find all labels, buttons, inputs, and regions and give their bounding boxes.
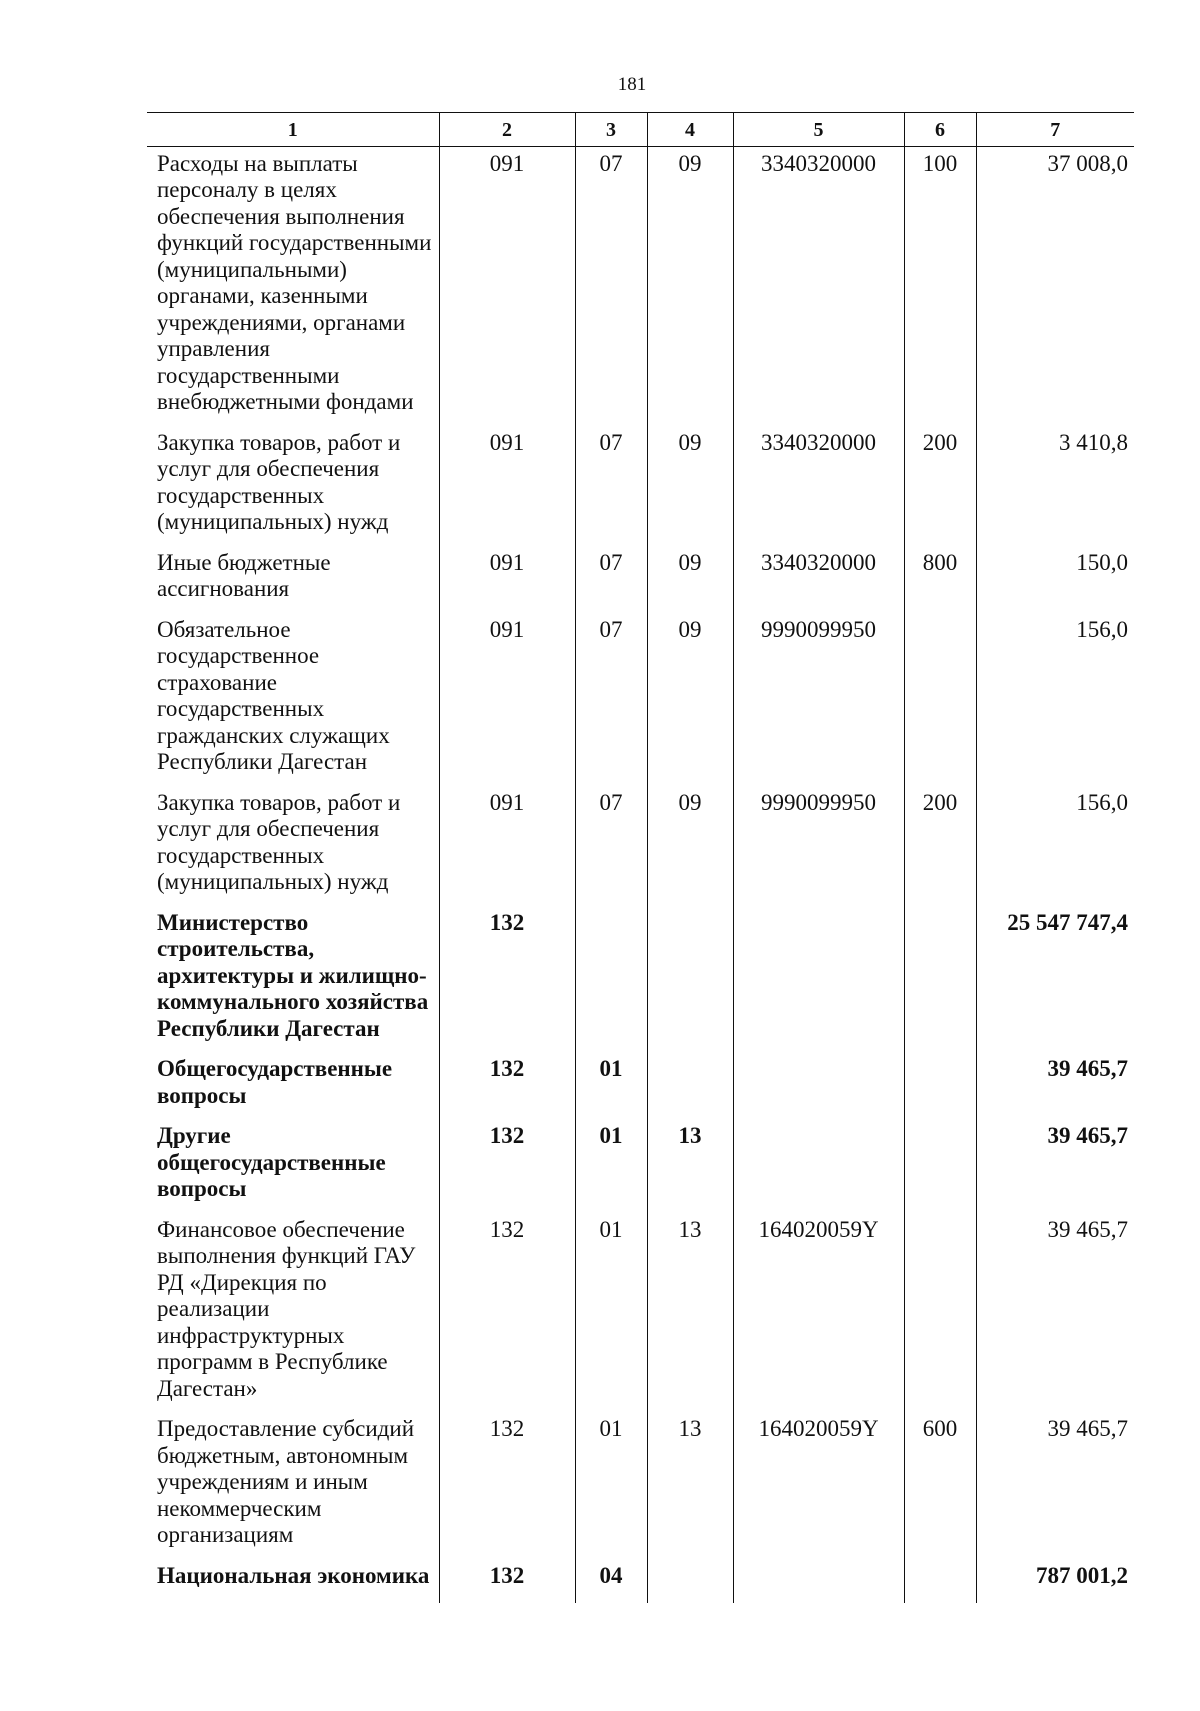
row-name: Другие общегосударственные вопросы xyxy=(157,1123,386,1201)
column-header-5: 5 xyxy=(733,113,904,147)
row-target-code xyxy=(733,1559,904,1604)
row-expense-type: 600 xyxy=(904,1412,976,1559)
row-amount: 156,0 xyxy=(976,613,1134,786)
row-amount: 787 001,2 xyxy=(976,1559,1134,1604)
row-expense-type: 100 xyxy=(904,146,976,426)
row-amount: 39 465,7 xyxy=(976,1213,1134,1413)
row-target-code: 3340320000 xyxy=(733,546,904,613)
row-amount: 37 008,0 xyxy=(976,146,1134,426)
table-row xyxy=(147,546,1134,613)
row-amount: 39 465,7 xyxy=(976,1412,1134,1559)
row-admin-code: 132 xyxy=(439,1559,575,1604)
column-header-1: 1 xyxy=(147,113,439,147)
row-subsection: 13 xyxy=(647,1119,733,1213)
row-subsection: 13 xyxy=(647,1213,733,1413)
row-name: Общегосударственные вопросы xyxy=(157,1056,393,1108)
row-admin-code: 132 xyxy=(439,1119,575,1213)
row-target-code: 3340320000 xyxy=(733,426,904,546)
row-expense-type: 200 xyxy=(904,426,976,546)
row-section: 07 xyxy=(575,786,647,906)
row-amount: 25 547 747,4 xyxy=(976,906,1134,1053)
row-section: 01 xyxy=(575,1412,647,1559)
row-expense-type xyxy=(904,613,976,786)
row-section: 07 xyxy=(575,146,647,426)
row-amount: 156,0 xyxy=(976,786,1134,906)
row-target-code: 164020059Y xyxy=(733,1412,904,1559)
table-row xyxy=(147,613,1134,786)
row-name: Закупка товаров, работ и услуг для обеспечения государственных (муниципальных) нужд xyxy=(157,789,401,894)
table-row xyxy=(147,906,1134,1053)
row-subsection: 09 xyxy=(647,146,733,426)
table-row xyxy=(147,146,1134,426)
row-section: 04 xyxy=(575,1559,647,1604)
row-name: Министерство строительства, архитектуры и жилищно-коммунального хозяйства Республики Дагестан xyxy=(157,909,429,1041)
row-subsection: 09 xyxy=(647,613,733,786)
row-expense-type xyxy=(904,1559,976,1604)
row-name: Расходы на выплаты персоналу в целях обеспечения выполнения функций государственными (муниципальными) органами, казенными учреждениями, органами управления государственными внебюджетными фондами xyxy=(157,150,432,414)
column-header-4: 4 xyxy=(647,113,733,147)
table-row xyxy=(147,1412,1134,1559)
row-section: 01 xyxy=(575,1213,647,1413)
row-expense-type xyxy=(904,906,976,1053)
row-expense-type xyxy=(904,1052,976,1119)
column-header-6: 6 xyxy=(904,113,976,147)
row-admin-code: 132 xyxy=(439,1213,575,1413)
row-amount: 3 410,8 xyxy=(976,426,1134,546)
row-admin-code: 132 xyxy=(439,1412,575,1559)
table-row xyxy=(147,1119,1134,1213)
row-target-code xyxy=(733,1119,904,1213)
row-expense-type: 200 xyxy=(904,786,976,906)
row-subsection: 09 xyxy=(647,426,733,546)
column-header-2: 2 xyxy=(439,113,575,147)
header-row xyxy=(147,113,1134,147)
row-subsection: 09 xyxy=(647,546,733,613)
row-expense-type xyxy=(904,1119,976,1213)
row-target-code xyxy=(733,906,904,1053)
row-name: Национальная экономика xyxy=(157,1562,430,1588)
row-admin-code: 091 xyxy=(439,146,575,426)
row-section: 07 xyxy=(575,546,647,613)
row-section xyxy=(575,906,647,1053)
row-amount: 39 465,7 xyxy=(976,1119,1134,1213)
row-amount: 39 465,7 xyxy=(976,1052,1134,1119)
row-subsection xyxy=(647,1052,733,1119)
row-admin-code: 132 xyxy=(439,1052,575,1119)
row-target-code: 3340320000 xyxy=(733,146,904,426)
row-admin-code: 091 xyxy=(439,546,575,613)
row-admin-code: 091 xyxy=(439,426,575,546)
row-name: Обязательное государственное страхование государственных гражданских служащих Республики Дагестан xyxy=(157,616,390,774)
row-subsection: 13 xyxy=(647,1412,733,1559)
row-name: Закупка товаров, работ и услуг для обеспечения государственных (муниципальных) нужд xyxy=(157,429,401,534)
table-row xyxy=(147,1559,1134,1604)
row-section: 01 xyxy=(575,1119,647,1213)
row-subsection: 09 xyxy=(647,786,733,906)
table-row xyxy=(147,1213,1134,1413)
column-header-3: 3 xyxy=(575,113,647,147)
row-expense-type: 800 xyxy=(904,546,976,613)
row-admin-code: 091 xyxy=(439,786,575,906)
column-header-7: 7 xyxy=(976,113,1134,147)
row-amount: 150,0 xyxy=(976,546,1134,613)
table-row xyxy=(147,426,1134,546)
row-subsection xyxy=(647,1559,733,1604)
row-expense-type xyxy=(904,1213,976,1413)
row-target-code xyxy=(733,1052,904,1119)
table-row xyxy=(147,786,1134,906)
row-section: 07 xyxy=(575,613,647,786)
row-name: Иные бюджетные ассигнования xyxy=(157,549,331,601)
page-number: 181 xyxy=(617,74,647,95)
row-subsection xyxy=(647,906,733,1053)
row-name: Финансовое обеспечение выполнения функций ГАУ РД «Дирекция по реализации инфраструктурных программ в Республике Дагестан» xyxy=(157,1216,416,1401)
row-target-code: 9990099950 xyxy=(733,786,904,906)
row-target-code: 164020059Y xyxy=(733,1213,904,1413)
row-section: 01 xyxy=(575,1052,647,1119)
row-name: Предоставление субсидий бюджетным, автономным учреждениям и иным некоммерческим организациям xyxy=(157,1416,414,1547)
row-admin-code: 132 xyxy=(439,906,575,1053)
row-section: 07 xyxy=(575,426,647,546)
row-admin-code: 091 xyxy=(439,613,575,786)
row-target-code: 9990099950 xyxy=(733,613,904,786)
table-row xyxy=(147,1052,1134,1119)
budget-table xyxy=(147,112,1134,1603)
